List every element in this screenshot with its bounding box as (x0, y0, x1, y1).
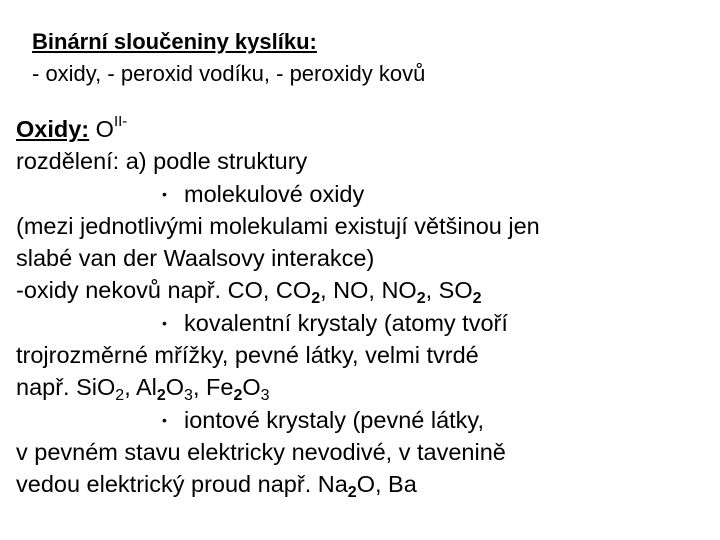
formula-part: , Al (124, 374, 157, 401)
bullet-icon: • (162, 411, 167, 428)
formula-part: , Fe (192, 374, 234, 401)
oxidation-state-superscript: II- (113, 113, 128, 130)
subscript: 2 (311, 290, 321, 308)
ionic-crystals-title: iontové krystaly (pevné látky, (184, 406, 484, 433)
oxides-label: Oxidy: (16, 116, 90, 142)
molecular-examples-mid-2: , SO (425, 277, 473, 304)
ionic-desc-line-1: v pevném stavu elektricky nevodivé, v tavenině (16, 438, 506, 465)
subscript: 2 (233, 387, 243, 405)
subscript: 2 (472, 290, 482, 308)
molecular-examples-prefix: -oxidy nekovů např. CO, CO (16, 277, 312, 304)
molecular-examples-mid-1: , NO, NO (320, 277, 417, 304)
slide-body (16, 113, 706, 501)
formula-part: O (165, 374, 185, 401)
covalent-desc-line-1: trojrozměrné mřížky, pevné látky, velmi tvrdé (16, 342, 479, 369)
covalent-crystals-title: kovalentní krystaly (atomy tvoří (184, 309, 508, 336)
molecular-desc-line-1: (mezi jednotlivými molekulami existují většinou jen (16, 212, 540, 239)
molecular-oxides-bullet-line (16, 178, 706, 210)
bullet-icon: • (162, 314, 167, 331)
ionic-examples-line (16, 468, 706, 500)
covalent-examples-line (16, 371, 706, 403)
slide-subtitle: - oxidy, - peroxid vodíku, - peroxidy kovů (32, 61, 426, 86)
molecular-desc-line-2: slabé van der Waalsovy interakce) (16, 245, 375, 272)
slide-title: Binární sloučeniny kyslíku: (32, 29, 317, 54)
slide-header (32, 26, 692, 90)
molecular-oxides-title: molekulové oxidy (184, 180, 365, 207)
subscript: 2 (156, 387, 166, 405)
covalent-examples-prefix: např. Si (16, 374, 97, 401)
molecular-examples-line (16, 274, 706, 306)
subscript: 2 (347, 484, 357, 502)
ionic-crystals-bullet-line (16, 404, 706, 436)
covalent-crystals-bullet-line (16, 307, 706, 339)
formula-part: O (242, 374, 261, 401)
subscript: 2 (115, 387, 125, 405)
classification-line: rozdělení: a) podle struktury (16, 148, 308, 175)
subscript: 3 (260, 387, 270, 405)
ionic-examples-prefix: vedou elektrický proud např. Na (16, 471, 348, 498)
subscript: 3 (184, 387, 193, 405)
bullet-icon: • (162, 185, 167, 202)
oxides-heading-line (16, 113, 706, 145)
formula-part: O, Ba (356, 471, 417, 498)
oxygen-symbol: O (95, 116, 114, 142)
subscript: 2 (416, 290, 426, 308)
formula-part: O (97, 374, 116, 401)
